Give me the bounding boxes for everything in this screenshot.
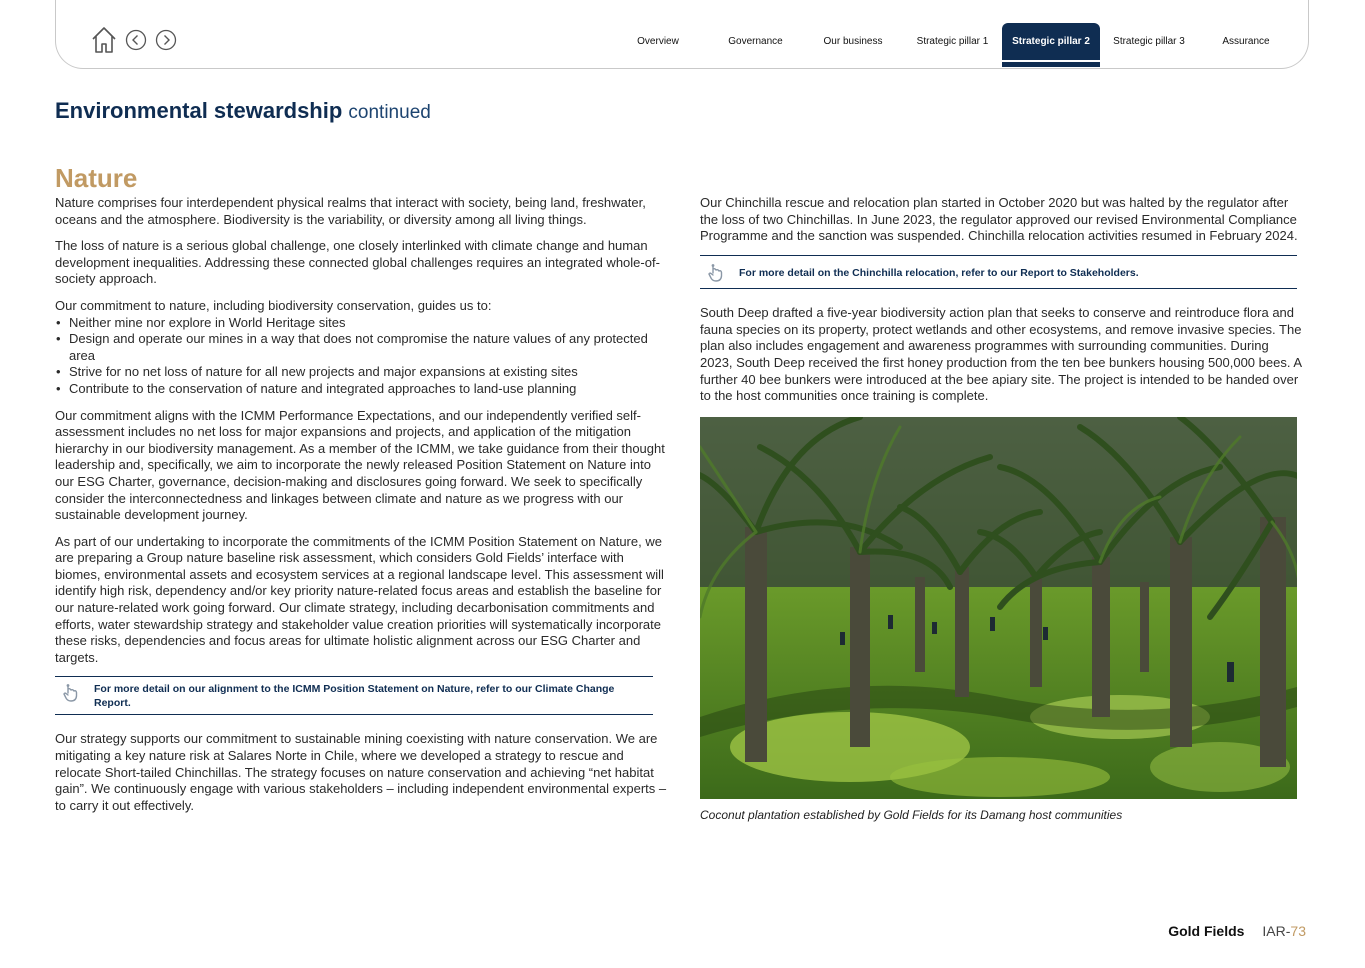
paragraph: The loss of nature is a serious global challenge, one closely interlinked with climate change and human development inequalities. Addressing these connected global challenges requires an integrated whole-of-society approach. — [55, 238, 660, 287]
climate-change-report-reference[interactable] — [55, 676, 653, 715]
tab-governance[interactable]: Governance — [728, 36, 783, 47]
paragraph: Our commitment aligns with the ICMM Performance Expectations, and our independently verified self-assessment includes no net loss for major expansions and projects, and application of the mitigation hierarchy in our biodiversity management. As a member of the ICMM, we take guidance from their thought leadership and, specifically, we aim to incorporate the newly released Position Statement on Nature into our ESG Charter, governance, decision-making and disclosures going forward. We seek to specifically consider the interconnectedness and linkages between climate and nature as we progress with our sustainable development journey. — [55, 407, 665, 523]
paragraph: Nature comprises four interdependent physical realms that interact with society, being land, freshwater, oceans and the atmosphere. Biodiversity is the variability, or diversity among all living things. — [55, 195, 646, 227]
page-title-suffix: continued — [348, 102, 431, 123]
right-column — [700, 195, 1302, 823]
report-to-stakeholders-reference[interactable] — [700, 255, 1297, 290]
commitment-list — [55, 315, 668, 398]
reference-text: For more detail on the Chinchilla relocation, refer to our Report to Stakeholders. — [739, 266, 1139, 279]
page-number — [1262, 923, 1306, 939]
list-item: • Strive for no net loss of nature for all new projects and major expansions at existing sites — [55, 364, 668, 381]
plantation-photo — [700, 417, 1297, 799]
list-item: • Neither mine nor explore in World Heritage sites — [55, 315, 668, 332]
paragraph: As part of our undertaking to incorporate the commitments of the ICMM Position Statement on Nature, we are preparing a Group nature baseline risk assessment, which considers Gold Fields’ interface with biomes, environmental assets and ecosystem services at a regional landscape level. This assessment will identify high risk, dependency and/or key priority nature-related focus areas and establish the baseline for our nature-related work going forward. Our climate strategy, including decarbonisation commitments and efforts, water stewardship strategy and stakeholder value creation priorities will systematically incorporate these risks, dependencies and focus areas for ultimate holistic alignment across our ESG Charter and targets. — [55, 533, 664, 665]
page-title — [55, 98, 431, 124]
left-column — [55, 195, 668, 824]
tab-our-business[interactable]: Our business — [823, 36, 883, 47]
pointer-hand-icon — [62, 683, 80, 708]
pointer-hand-icon — [707, 263, 725, 288]
tab-strategic-pillar-3[interactable]: Strategic pillar 3 — [1113, 36, 1185, 47]
tab-overview[interactable]: Overview — [637, 36, 679, 47]
tab-assurance[interactable]: Assurance — [1222, 36, 1270, 47]
nav-icon-group — [91, 26, 177, 59]
tab-strategic-pillar-2[interactable]: Strategic pillar 2 — [1002, 23, 1100, 60]
footer-brand: Gold Fields — [1168, 923, 1245, 939]
paragraph: South Deep drafted a five-year biodiversity action plan that seeks to conserve and reintroduce flora and fauna species on its property, protect wetlands and other ecosystems, and remove invasive species. The plan also includes engagement and awareness programmes with surrounding communities. During 2023, South Deep received the first honey production from the ten bee bunkers housing 500,000 bees. A further 40 bee bunkers were introduced at the bee apiary site. The project is intended to be handed over to the host communities once training is complete. — [700, 305, 1302, 404]
chevron-right-icon[interactable] — [155, 29, 177, 56]
page-number-value: 73 — [1290, 923, 1306, 939]
paragraph: Our strategy supports our commitment to sustainable mining coexisting with nature conservation. We are mitigating a key nature risk at Salares Norte in Chile, where we developed a strategy to rescue and relocate Short-tailed Chinchillas. The strategy focuses on nature conservation and achieving “net habitat gain”. We continuously engage with various stakeholders – including independent environmental experts – to carry it out effectively. — [55, 731, 667, 813]
paragraph: Our commitment to nature, including biodiversity conservation, guides us to: — [55, 297, 492, 313]
page-footer — [1168, 923, 1306, 939]
page-title-main: Environmental stewardship — [55, 98, 343, 123]
home-icon[interactable] — [91, 26, 117, 59]
section-heading: Nature — [55, 163, 138, 193]
tab-strategic-pillar-1[interactable]: Strategic pillar 1 — [916, 36, 989, 47]
page-prefix: IAR- — [1262, 923, 1291, 939]
photo-caption: Coconut plantation established by Gold Fields for its Damang host communities — [700, 807, 1123, 822]
paragraph: Our Chinchilla rescue and relocation plan started in October 2020 but was halted by the regulator after the loss of two Chinchillas. In June 2023, the regulator approved our revised Environmental Compliance Programme and the sanction was suspended. Chinchilla relocation activities resumed in February 2024. — [700, 195, 1298, 244]
list-item: • Contribute to the conservation of nature and integrated approaches to land-use planning — [55, 381, 668, 398]
reference-text: For more detail on our alignment to the ICMM Position Statement on Nature, refer to our Climate Change Report. — [94, 683, 615, 709]
top-navigation-bar — [55, 0, 1309, 69]
nav-tabs — [608, 23, 1294, 68]
chevron-left-icon[interactable] — [125, 29, 147, 56]
list-item: • Design and operate our mines in a way that does not compromise the nature values of any protected area — [55, 331, 668, 364]
